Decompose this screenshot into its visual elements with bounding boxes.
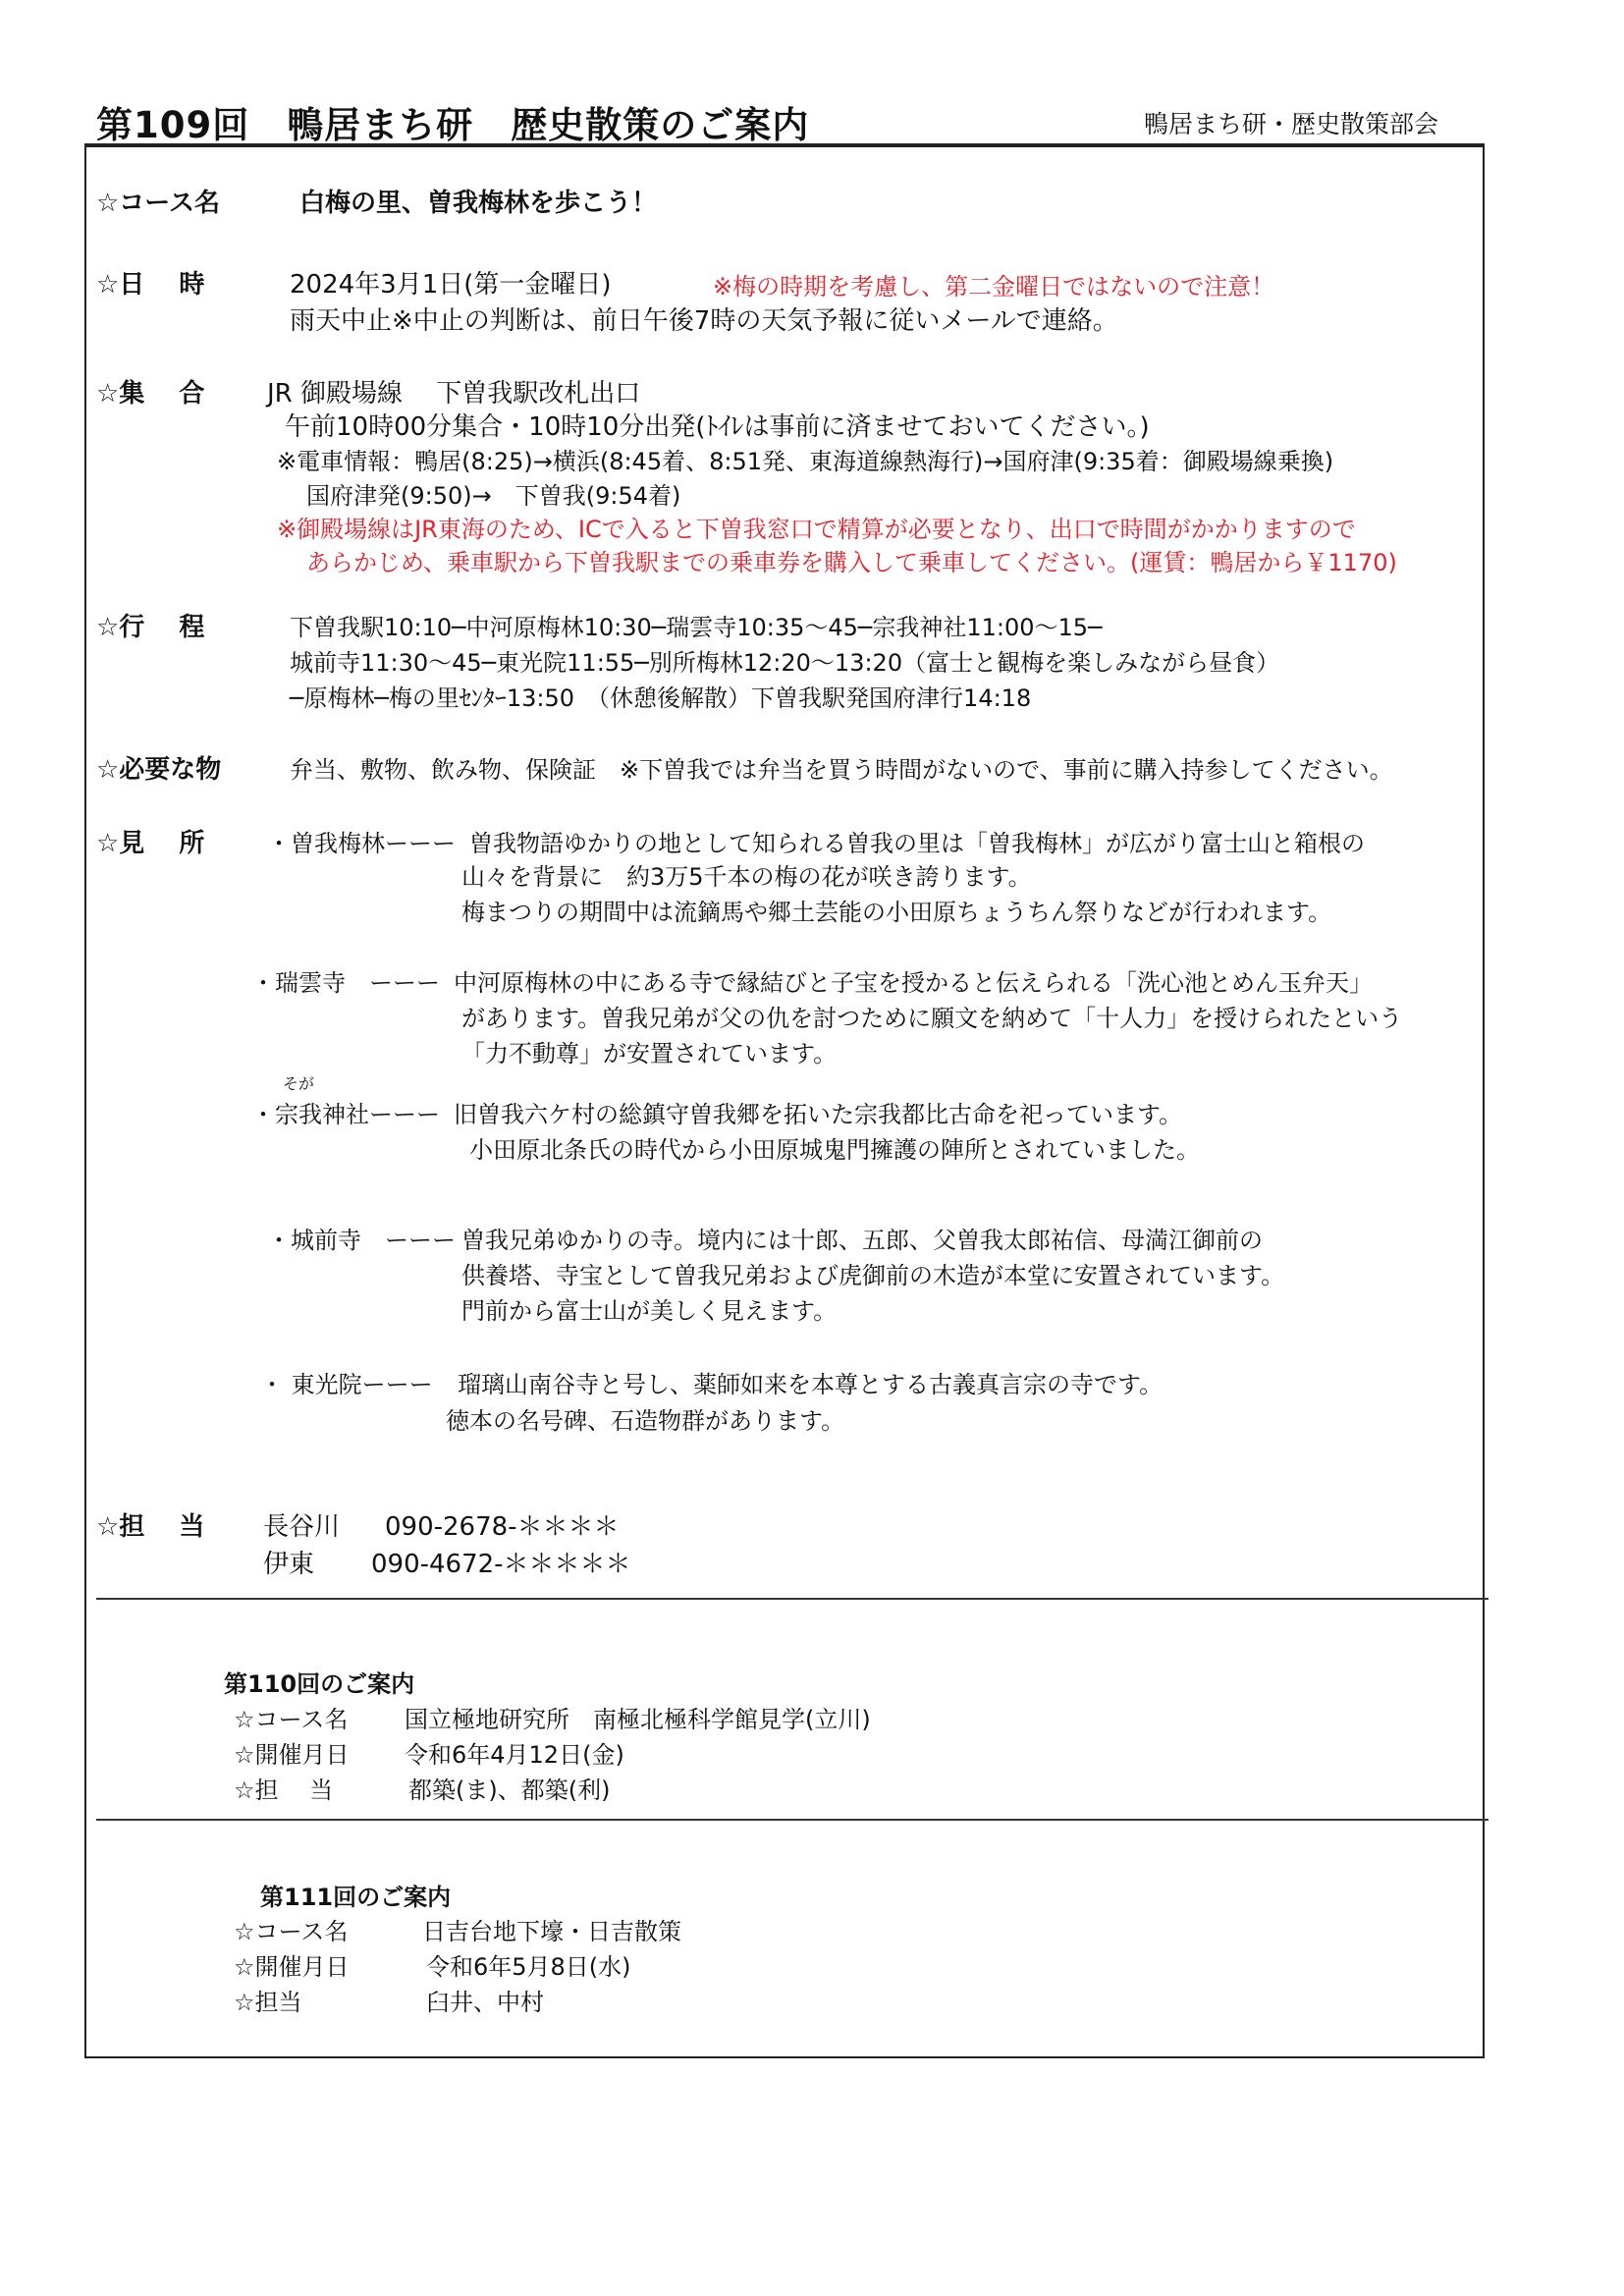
course-label: ☆コース名 — [96, 189, 221, 218]
items-value: 弁当、敷物、飲み物、保険証 ※下曽我では弁当を買う時間がないので、事前に購入持参してください。 — [290, 756, 1393, 784]
sight-name: ・宗我神社ーーー — [251, 1101, 440, 1128]
next-111-value: 日吉台地下壕・日吉散策 — [422, 1918, 681, 1945]
sight-line: 徳本の名号碑、石造物群があります。 — [446, 1407, 845, 1435]
next-110-label: ☆開催月日 — [234, 1741, 350, 1769]
sight-line: 曽我物語ゆかりの地として知られる曽我の里は「曽我梅林」が広がり富士山と箱根の — [469, 830, 1365, 857]
event-date: 2024年3月1日(第一金曜日) — [290, 270, 612, 300]
next-110-label: ☆コース名 — [234, 1706, 349, 1733]
ic-caution-2: あらかじめ、乗車駅から下曽我駅までの乗車券を購入して乗車してください。(運賃：鴨居から￥1170) — [306, 549, 1397, 576]
sight-line: 門前から富士山が美しく見えます。 — [461, 1297, 838, 1325]
itinerary-label: ☆行 程 — [96, 613, 205, 642]
contact-phone: 090-4672-＊＊＊＊＊ — [371, 1550, 631, 1579]
next-111-value: 令和6年5月8日(水) — [426, 1953, 631, 1981]
train-info-2: 国府津発(9:50)→ 下曽我(9:54着) — [306, 482, 681, 510]
sight-name: ・瑞雲寺 ーーー — [251, 969, 440, 997]
sight-name: ・ 東光院ーーー — [260, 1371, 433, 1398]
contact-name: 長谷川 — [263, 1512, 341, 1542]
sight-line: 供養塔、寺宝として曽我兄弟および虎御前の木造が本堂に安置されています。 — [461, 1262, 1285, 1289]
sight-line: 曽我兄弟ゆかりの寺。境内には十郎、五郎、父曽我太郎祐信、母満江御前の — [461, 1227, 1263, 1254]
next-111-label: ☆開催月日 — [234, 1953, 350, 1981]
date-warning: ※梅の時期を考慮し、第二金曜日ではないので注意！ — [713, 273, 1275, 301]
course-name: 白梅の里、曽我梅林を歩こう！ — [299, 189, 658, 218]
meeting-label: ☆集 合 — [96, 379, 205, 409]
sight-line: 梅まつりの期間中は流鏑馬や郷土芸能の小田原ちょうちん祭りなどが行われます。 — [461, 899, 1332, 926]
contact-phone: 090-2678-＊＊＊＊ — [385, 1512, 620, 1542]
sight-line: 旧曽我六ケ村の総鎮守曽我郷を拓いた宗我都比古命を祀っています。 — [454, 1101, 1183, 1128]
section-divider — [96, 1819, 1489, 1821]
next-111-value: 臼井、中村 — [426, 1989, 544, 2016]
next-110-label: ☆担 当 — [234, 1777, 334, 1804]
sight-line: 「力不動尊」が安置されています。 — [461, 1040, 838, 1067]
next-110-value: 都築(ま)、都築(利) — [408, 1777, 611, 1804]
next-110-title: 第110回のご案内 — [224, 1670, 415, 1698]
next-110-value: 国立極地研究所 南極北極科学館見学(立川) — [405, 1706, 871, 1733]
sight-line: があります。曽我兄弟が父の仇を討つために願文を納めて「十人力」を授けられたという — [461, 1005, 1403, 1032]
train-info-1: ※電車情報：鴨居(8:25)→横浜(8:45着、8:51発、東海道線熱海行)→国府津(9:35着：御殿場線乗換) — [277, 448, 1334, 475]
itinerary-line-3: ─原梅林─梅の里ｾﾝﾀｰ13:50 （休憩後解散）下曽我駅発国府津行14:18 — [290, 684, 1032, 712]
sight-name: ・城前寺 ーーー — [267, 1227, 456, 1254]
section-divider — [96, 1598, 1489, 1600]
sight-line: 中河原梅林の中にある寺で縁結びと子宝を授かると伝えられる「洗心池とめん玉弁天」 — [454, 969, 1373, 997]
meeting-place: JR 御殿場線 下曽我駅改札出口 — [267, 379, 641, 409]
rain-note: 雨天中止※中止の判断は、前日午後7時の天気予報に従いメールで連絡。 — [290, 306, 1118, 336]
items-label: ☆必要な物 — [96, 755, 222, 785]
next-111-label: ☆コース名 — [234, 1918, 349, 1945]
sight-ruby: そが — [283, 1074, 315, 1093]
sights-label: ☆見 所 — [96, 829, 205, 858]
contact-label: ☆担 当 — [96, 1512, 205, 1542]
sight-line: 瑠璃山南谷寺と号し、薬師如来を本尊とする古義真言宗の寺です。 — [458, 1371, 1164, 1398]
meeting-time: 午前10時00分集合・10時10分出発(ﾄｲﾚは事前に済ませておいてください。) — [285, 412, 1150, 442]
ic-caution-1: ※御殿場線はJR東海のため、ICで入ると下曽我窓口で精算が必要となり、出口で時間がかかりますので — [277, 516, 1356, 543]
sight-line: 小田原北条氏の時代から小田原城鬼門擁護の陣所とされていました。 — [469, 1136, 1200, 1164]
next-111-label: ☆担当 — [234, 1989, 302, 2016]
datetime-label: ☆日 時 — [96, 270, 205, 300]
organizer-label: 鴨居まち研・歴史散策部会 — [1144, 110, 1439, 138]
sight-name: ・曽我梅林ーーー — [267, 830, 456, 857]
next-110-value: 令和6年4月12日(金) — [405, 1741, 624, 1769]
contact-name: 伊東 — [263, 1550, 315, 1579]
itinerary-line-1: 下曽我駅10:10─中河原梅林10:30─瑞雲寺10:35～45─宗我神社11:00～15─ — [290, 614, 1103, 641]
itinerary-line-2: 城前寺11:30～45─東光院11:55─別所梅林12:20～13:20（富士と観梅を楽しみながら昼食） — [290, 649, 1280, 677]
next-111-title: 第111回のご案内 — [260, 1884, 452, 1911]
sight-line: 山々を背景に 約3万5千本の梅の花が咲き誇ります。 — [461, 863, 1032, 891]
page-title: 第109回 鴨居まち研 歴史散策のご案内 — [96, 104, 810, 146]
